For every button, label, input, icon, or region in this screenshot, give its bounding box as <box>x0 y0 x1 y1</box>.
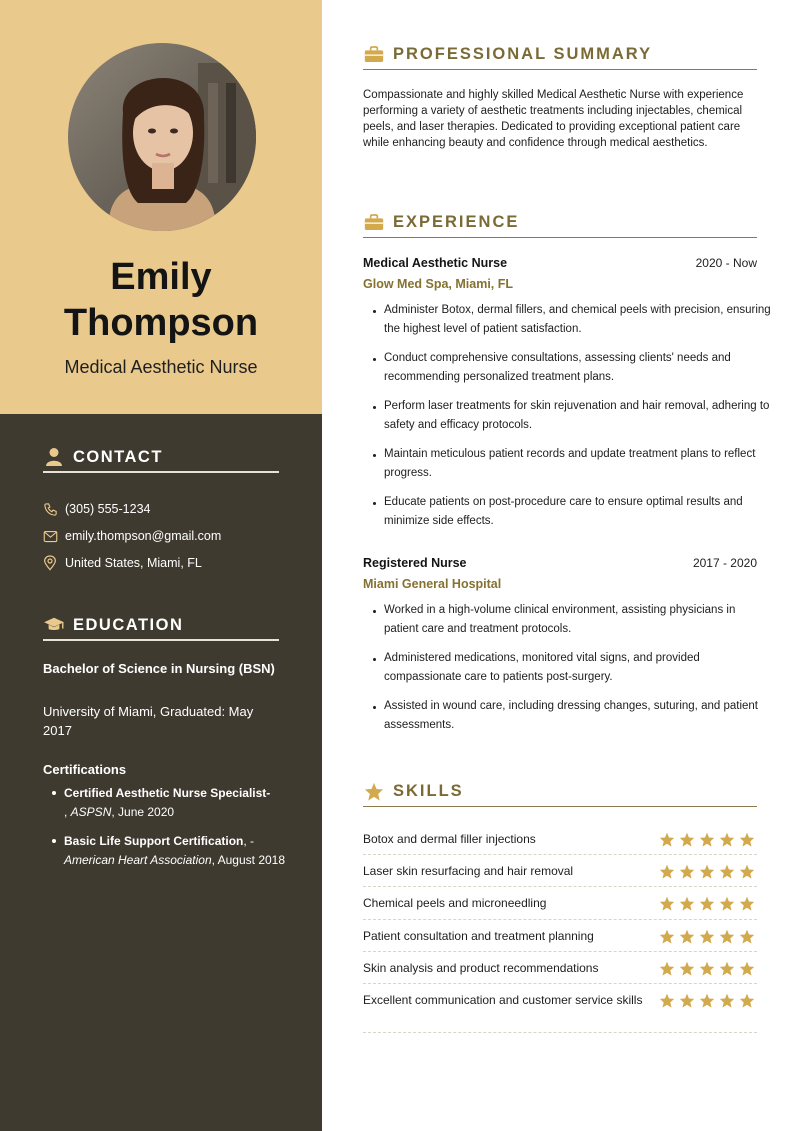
star-icon <box>717 895 737 911</box>
star-icon <box>717 960 737 976</box>
star-icon <box>697 960 717 976</box>
sidebar <box>0 0 322 1131</box>
star-icon <box>697 992 717 1008</box>
person-icon <box>43 446 65 468</box>
briefcase-icon <box>363 212 385 234</box>
star-icon <box>677 960 697 976</box>
bullet-dot <box>373 610 376 613</box>
skill-rating <box>657 928 757 944</box>
profile-header <box>0 0 322 414</box>
star-icon <box>717 863 737 879</box>
certifications-heading: Certifications <box>43 762 127 777</box>
star-icon <box>697 895 717 911</box>
certification-item: Basic Life Support Certification, - American Heart Association, August 2018 <box>64 834 286 867</box>
education-degree: Bachelor of Science in Nursing (BSN) <box>43 661 275 676</box>
briefcase-icon <box>363 44 385 66</box>
star-icon <box>737 960 757 976</box>
star-icon <box>737 831 757 847</box>
skill-rating <box>657 960 757 976</box>
star-icon <box>677 895 697 911</box>
skill-name: Botox and dermal filler injections <box>363 832 536 846</box>
star-icon <box>657 895 677 911</box>
bullet-dot <box>52 791 56 795</box>
skill-name: Patient consultation and treatment planning <box>363 929 594 943</box>
skill-row <box>363 823 757 855</box>
job-bullet: Administer Botox, dermal fillers, and chemical peels with precision, ensuring the highest level of patient satisfaction. <box>384 304 771 335</box>
profile-photo-illustration <box>68 43 256 231</box>
star-icon <box>677 992 697 1008</box>
skills-heading: SKILLS <box>363 777 757 807</box>
skill-row <box>363 855 757 887</box>
job-dates: 2017 - 2020 <box>692 556 757 570</box>
full-name <box>0 254 322 346</box>
summary-text: Compassionate and highly skilled Medical Aesthetic Nurse with experience performing a variety of aesthetic treatments including injectables, chemical peels, and laser therapies. Dedicated to providing exceptional patient care while enhancing beauty and confidence through medical aesthetics. <box>363 89 744 149</box>
job-title: Medical Aesthetic Nurse <box>363 256 508 270</box>
star-icon <box>717 928 737 944</box>
contact-email: emily.thompson@gmail.com <box>43 528 221 544</box>
star-icon <box>657 863 677 879</box>
location-pin-icon <box>43 555 59 571</box>
job-bullet: Maintain meticulous patient records and update treatment plans to reflect progress. <box>384 448 756 479</box>
star-icon <box>737 992 757 1008</box>
star-icon <box>677 863 697 879</box>
skill-rating <box>657 831 757 847</box>
bullet-dot <box>373 502 376 505</box>
job-title: Registered Nurse <box>363 556 467 570</box>
job-dates: 2020 - Now <box>695 256 757 270</box>
star-icon <box>697 928 717 944</box>
star-icon <box>657 831 677 847</box>
star-icon <box>677 928 697 944</box>
job-bullet: Worked in a high-volume clinical environment, assisting physicians in patient care and treatment protocols. <box>384 604 736 635</box>
star-icon <box>697 863 717 879</box>
profile-photo <box>68 43 256 231</box>
skill-row <box>363 887 757 920</box>
star-icon <box>697 831 717 847</box>
job-company: Miami General Hospital <box>363 577 502 591</box>
star-icon <box>657 928 677 944</box>
certification-item: Certified Aesthetic Nurse Specialist- , ASPSN, June 2020 <box>64 786 271 819</box>
star-icon <box>737 863 757 879</box>
education-school: University of Miami, Graduated: May 2017 <box>43 704 254 738</box>
skill-name: Laser skin resurfacing and hair removal <box>363 864 574 878</box>
experience-heading: EXPERIENCE <box>363 208 757 238</box>
last-name: Thompson <box>63 302 259 344</box>
job-bullet: Perform laser treatments for skin rejuvenation and hair removal, adhering to safety and efficacy protocols. <box>384 400 770 431</box>
bullet-dot <box>373 358 376 361</box>
star-icon <box>737 895 757 911</box>
skill-row <box>363 920 757 952</box>
skill-row <box>363 952 757 984</box>
bullet-dot <box>373 310 376 313</box>
skill-row <box>363 984 757 1033</box>
star-icon <box>657 960 677 976</box>
star-icon <box>657 992 677 1008</box>
skill-name: Chemical peels and microneedling <box>363 896 547 910</box>
skill-name: Excellent communication and customer service skills <box>363 993 643 1007</box>
contact-heading: CONTACT <box>43 443 279 473</box>
job-bullet: Assisted in wound care, including dressing changes, suturing, and patient assessments. <box>384 700 758 731</box>
skill-rating <box>657 895 757 911</box>
star-icon <box>677 831 697 847</box>
star-icon <box>363 781 385 803</box>
star-icon <box>717 992 737 1008</box>
job-bullet: Educate patients on post-procedure care to ensure optimal results and minimize side effects. <box>384 496 743 527</box>
bullet-dot <box>52 839 56 843</box>
skill-rating <box>657 992 757 1008</box>
bullet-dot <box>373 406 376 409</box>
job-company: Glow Med Spa, Miami, FL <box>363 277 514 291</box>
graduation-cap-icon <box>43 614 65 636</box>
skill-rating <box>657 863 757 879</box>
bullet-dot <box>373 658 376 661</box>
education-heading: EDUCATION <box>43 611 279 641</box>
skill-name: Skin analysis and product recommendations <box>363 961 599 975</box>
star-icon <box>717 831 737 847</box>
contact-location: United States, Miami, FL <box>43 555 202 571</box>
phone-icon <box>43 501 59 517</box>
job-bullet: Administered medications, monitored vital signs, and provided compassionate care to patients post-surgery. <box>384 652 700 683</box>
first-name: Emily <box>110 256 212 298</box>
contact-phone: (305) 555-1234 <box>43 501 150 517</box>
job-role: Medical Aesthetic Nurse <box>64 357 258 377</box>
summary-heading: PROFESSIONAL SUMMARY <box>363 40 757 70</box>
star-icon <box>737 928 757 944</box>
bullet-dot <box>373 454 376 457</box>
job-bullet: Conduct comprehensive consultations, assessing clients' needs and recommending personalized treatment plans. <box>384 352 731 383</box>
mail-icon <box>43 528 59 544</box>
bullet-dot <box>373 706 376 709</box>
